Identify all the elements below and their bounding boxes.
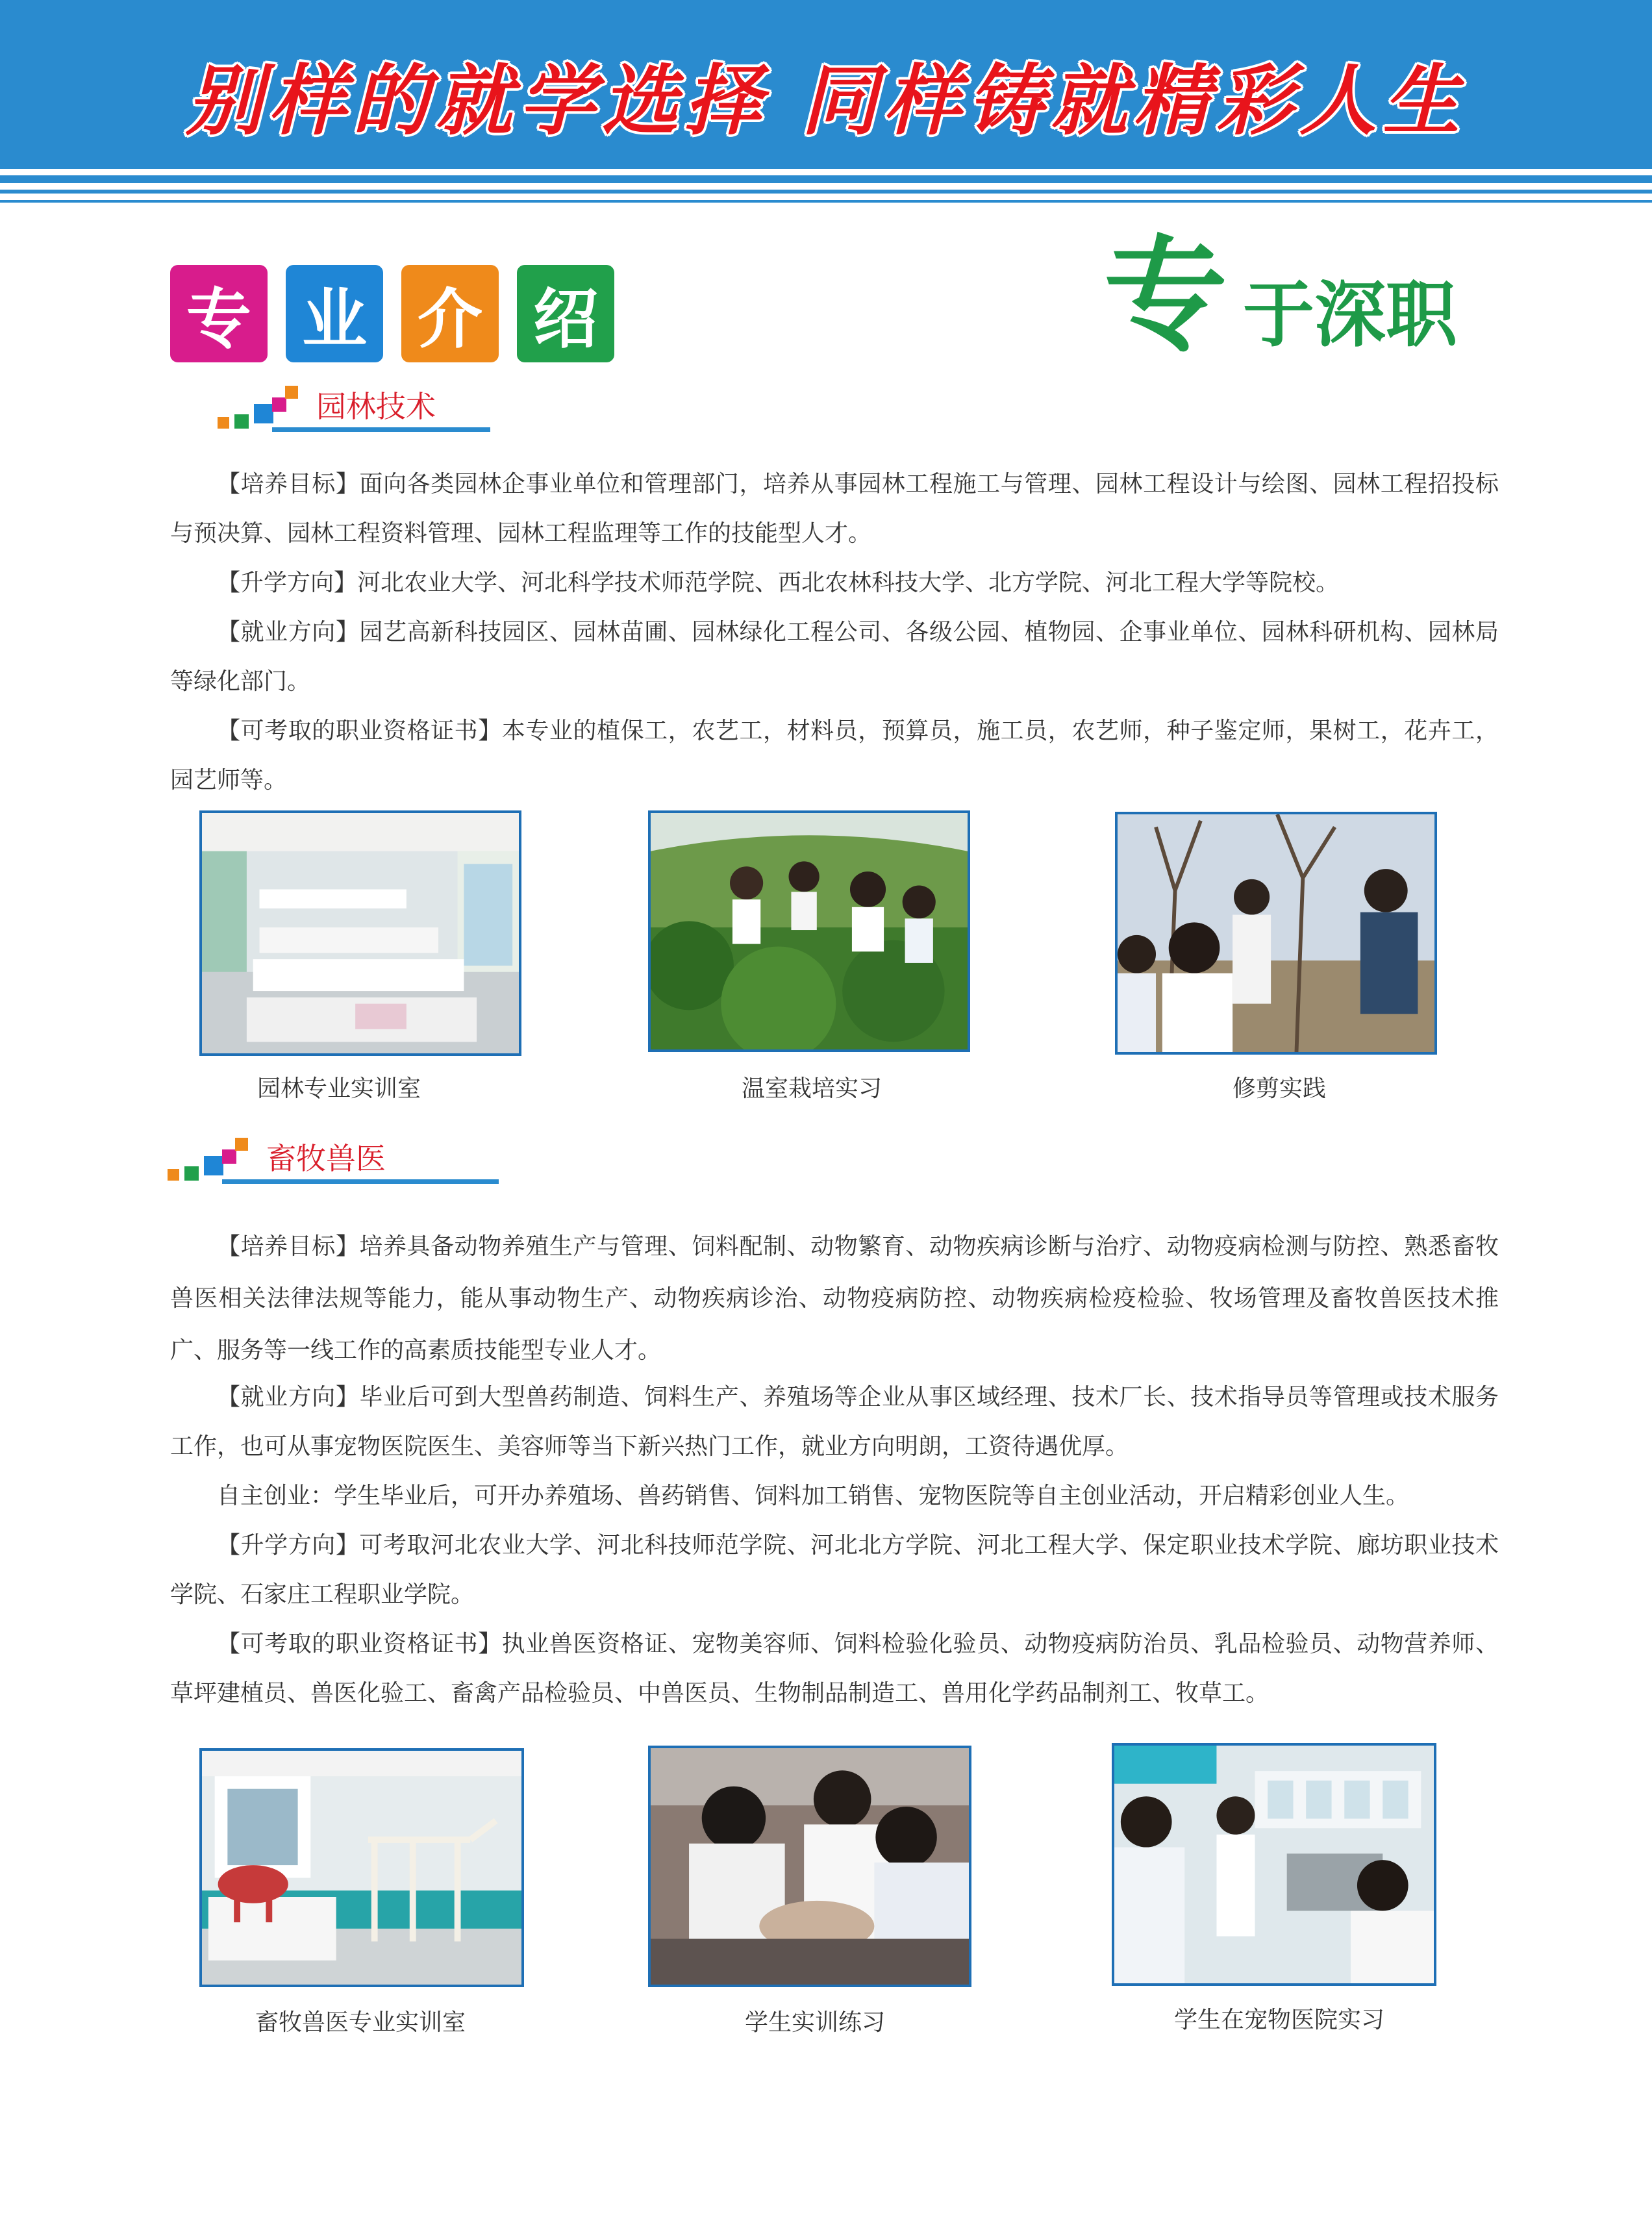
paragraph-further-study: 【升学方向】河北农业大学、河北科学技术师范学院、西北农林科技大学、北方学院、河北工程大学等院校。 [217, 570, 1340, 596]
photo-caption: 修剪实践 [1232, 1075, 1326, 1102]
heading-decoration [184, 1166, 199, 1181]
photo-caption: 温室栽培实习 [741, 1075, 882, 1102]
slogan-rest: 于深职 [1243, 273, 1458, 357]
heading-underline [272, 427, 490, 432]
tile-ye: 业 [286, 265, 383, 362]
heading-decoration [222, 1149, 236, 1164]
section-title: 园林技术 [316, 389, 436, 424]
section-title: 畜牧兽医 [266, 1141, 386, 1176]
section-heading-landscape [218, 383, 490, 435]
slogan [1104, 223, 1458, 368]
tile-jie: 介 [401, 265, 499, 362]
heading-decoration [218, 417, 229, 429]
practice-photo [648, 1746, 971, 1987]
heading-decoration [254, 404, 273, 423]
paragraph-employment: 【就业方向】毕业后可到大型兽药制造、饲料生产、养殖场等企业从事区域经理、技术厂长、技术指导员等管理或技术服务工作，也可从事宠物医院医生、美容师等当下新兴热门工作，就业方向明朗，工资待遇优厚。 [170, 1384, 1499, 1460]
photo-caption: 学生在宠物医院实习 [1173, 2007, 1384, 2033]
tile-zhuan: 专 [170, 265, 268, 362]
header-stripe [0, 190, 1652, 194]
heading-decoration [272, 397, 286, 412]
section-tiles [170, 265, 614, 362]
paragraph-entrepreneurship: 自主创业：学生毕业后，可开办养殖场、兽药销售、饲料加工销售、宠物医院等自主创业活动，开启精彩创业人生。 [217, 1483, 1410, 1509]
heading-decoration [235, 1138, 248, 1151]
greenhouse-photo [648, 810, 970, 1052]
pruning-photo [1115, 812, 1437, 1055]
tile-shao: 绍 [517, 265, 614, 362]
paragraph-training-goal: 【培养目标】培养具备动物养殖生产与管理、饲料配制、动物繁育、动物疾病诊断与治疗、动物疫病检测与防控、熟悉畜牧兽医相关法律法规等能力，能从事动物生产、动物疾病诊治、动物疫病防控、动物疾病检疫检验、牧场管理及畜牧兽医技术推广、服务等一线工作的高素质技能型专业人才。 [170, 1233, 1499, 1364]
slogan-big-char: 专 [1104, 223, 1228, 368]
paragraph-employment: 【就业方向】园艺高新科技园区、园林苗圃、园林绿化工程公司、各级公园、植物园、企事业单位、园林科研机构、园林局等绿化部门。 [170, 619, 1499, 695]
photo-caption: 园林专业实训室 [257, 1075, 421, 1102]
header-stripe [0, 175, 1652, 183]
paragraph-further-study: 【升学方向】可考取河北农业大学、河北科技师范学院、河北北方学院、河北工程大学、保定职业技术学院、廊坊职业技术学院、石家庄工程职业学院。 [170, 1532, 1499, 1608]
header-title: 别样的就学选择 同样铸就精彩人生 [186, 55, 1466, 145]
paragraph-certificates: 【可考取的职业资格证书】执业兽医资格证、宠物美容师、饲料检验化验员、动物疫病防治员、乳品检验员、动物营养师、草坪建植员、兽医化验工、畜禽产品检验员、中兽医员、生物制品制造工、兽用化学药品制剂工、牧草工。 [170, 1631, 1499, 1707]
header-stripe [0, 200, 1652, 203]
pet-hospital-photo [1112, 1743, 1436, 1986]
paragraph-certificates: 【可考取的职业资格证书】本专业的植保工，农艺工，材料员，预算员，施工员，农艺师，种子鉴定师，果树工，花卉工，园艺师等。 [170, 718, 1499, 794]
heading-decoration [204, 1156, 223, 1175]
photo-caption: 畜牧兽医专业实训室 [255, 2009, 466, 2036]
section-heading-animal [168, 1135, 499, 1187]
paragraph-training-goal: 【培养目标】面向各类园林企事业单位和管理部门，培养从事园林工程施工与管理、园林工程设计与绘图、园林工程招投标与预决算、园林工程资料管理、园林工程监理等工作的技能型人才。 [170, 471, 1499, 547]
classroom-photo [199, 810, 521, 1056]
heading-decoration [285, 386, 298, 399]
anatomy-lab-photo [199, 1748, 524, 1987]
heading-underline [222, 1179, 499, 1184]
heading-decoration [168, 1169, 179, 1181]
heading-decoration [234, 414, 249, 429]
photo-caption: 学生实训练习 [744, 2009, 885, 2036]
header-banner [0, 0, 1652, 169]
